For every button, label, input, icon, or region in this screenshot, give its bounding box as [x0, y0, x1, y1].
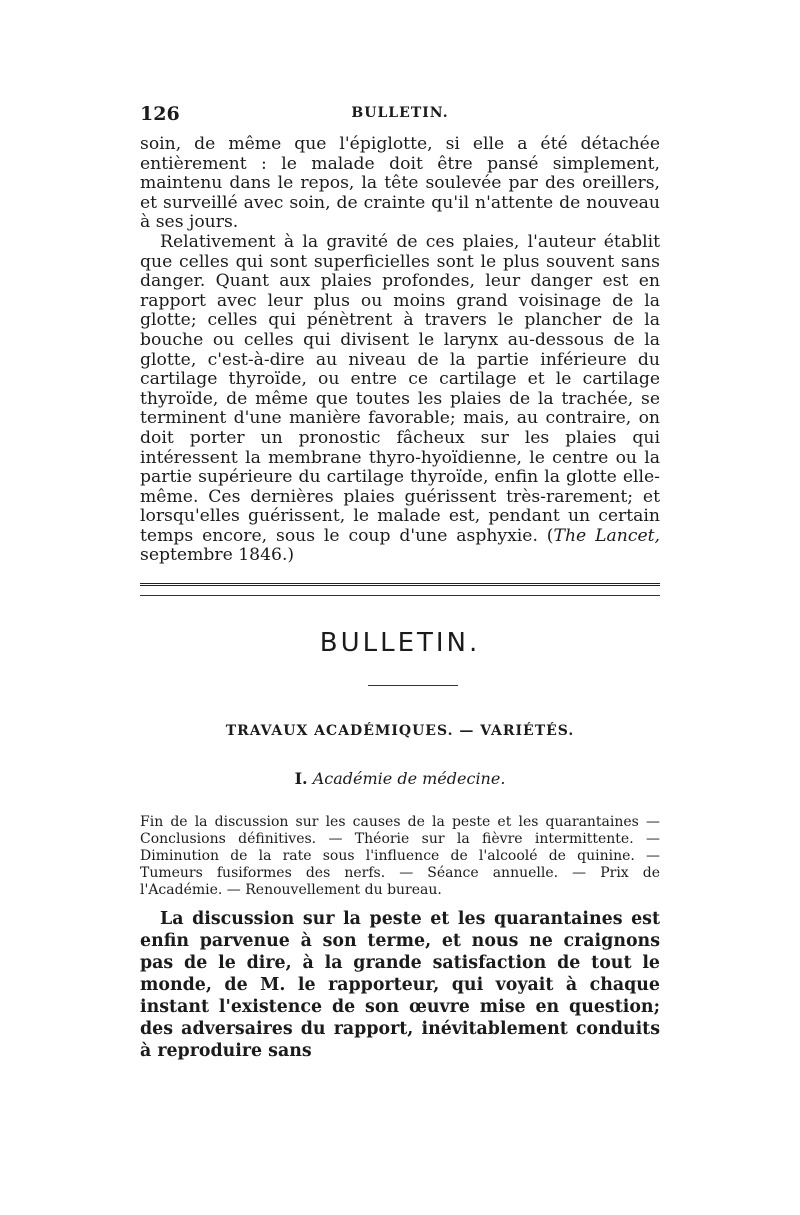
paragraph-continued: soin, de même que l'épiglotte, si elle a été détachée entièrement : le malade doit être pansé simplement, maintenu dans le repos, la tête soulevée par des oreillers, et surveillé avec soin, de crainte qu'il n'attente de nouveau à ses jours.: [140, 134, 660, 233]
page-header: [140, 103, 660, 131]
academy-heading: [140, 769, 660, 788]
section-divider-thin: [140, 595, 660, 596]
body-text-top: [140, 135, 660, 566]
page-number: 126: [140, 103, 180, 125]
paragraph-gravity-text: Relativement à la gravité de ces plaies, l'auteur établit que celles qui sont superficielles sont le plus souvent sans danger. Quant aux plaies profondes, leur danger est en rapport avec leur plus ou moins grand voisinage de la glotte; celles qui pénètrent à travers le plancher de la bouche ou celles qui divisent le larynx au-dessous de la glotte, c'est-à-dire au niveau de la partie inférieure du cartilage thyroïde, ou entre ce cartilage et le cartilage thyroïde, de même que toutes les plaies de la trachée, se terminent d'une manière favorable; mais, au contraire, on doit porter un pronostic fâcheux sur les plaies qui intéressent la membrane thyro-hyoïdienne, le centre ou la partie supérieure du cartilage thyroïde, enfin la glotte elle-même. Ces dernières plaies guérissent très-rarement; et lorsqu'elles guérissent, le malade est, pendant un certain temps encore, sous le coup d'une asphyxie. (: [140, 231, 660, 546]
citation-journal: The Lancet,: [553, 525, 660, 546]
subsection-title: TRAVAUX ACADÉMIQUES. — VARIÉTÉS.: [225, 723, 575, 739]
citation-date: septembre 1846.): [140, 545, 295, 566]
paragraph-gravity: [140, 233, 660, 566]
running-head: BULLETIN.: [351, 105, 449, 121]
section-title: BULLETIN.: [319, 628, 481, 658]
section-summary: Fin de la discussion sur les causes de la peste et les quarantaines — Conclusions définitives. — Théorie sur la fièvre intermittente. — Diminution de la rate sous l'influence de l'alcoolé de quinine. — Tumeurs fusiformes des nerfs. — Séance annuelle. — Prix de l'Académie. — Renouvellement du bureau.: [140, 814, 660, 898]
paragraph-discussion: La discussion sur la peste et les quarantaines est enfin parvenue à son terme, et nous ne craignons pas de le dire, à la grande satisfaction de tout le monde, de M. le rapporteur, qui voyait à chaque instant l'existence de son œuvre mise en question; des adversaires du rapport, inévitablement conduits à reproduire sans: [140, 909, 660, 1061]
body-text-bottom: [140, 908, 660, 1062]
section-divider-double: [140, 583, 660, 589]
title-underline: [368, 685, 458, 686]
academy-heading-title: Académie de médecine.: [312, 769, 506, 788]
academy-heading-number: I.: [294, 769, 308, 788]
